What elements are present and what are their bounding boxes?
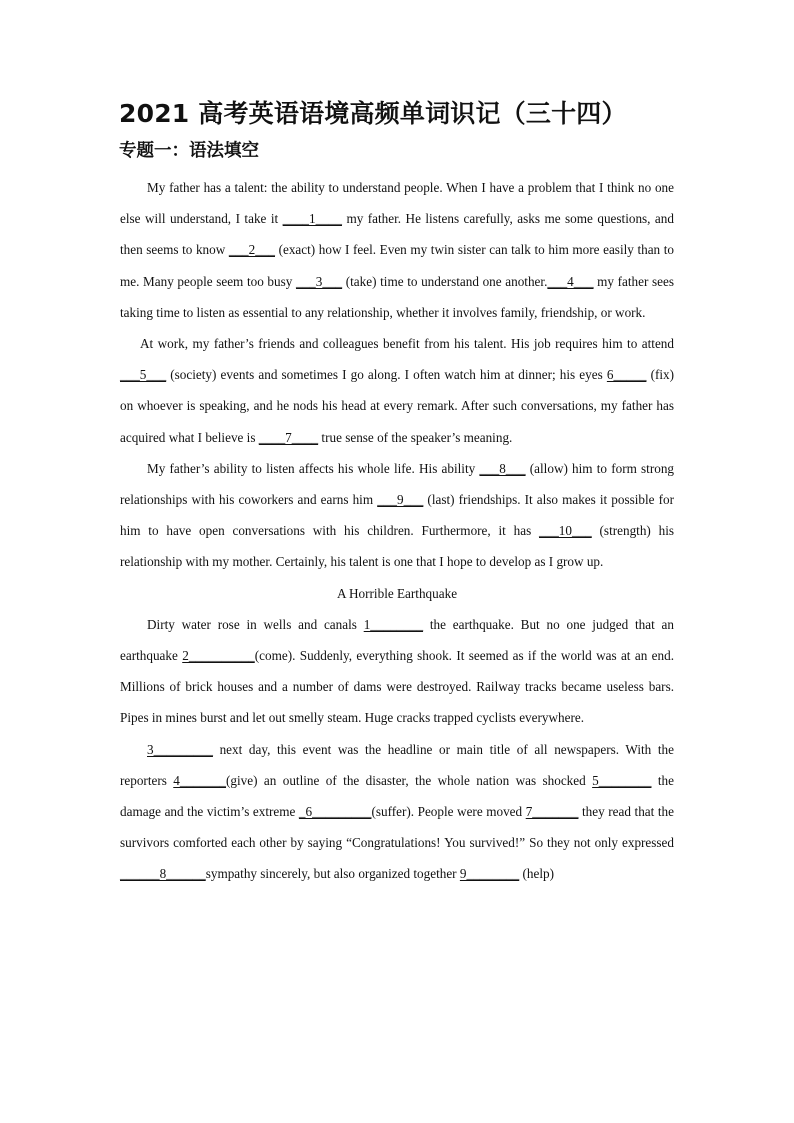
text-segment: My father’s ability to listen affects his whole life. His ability xyxy=(147,460,480,476)
text-segment: (strength) his relationship with my mother. Certainly, his talent is one that I hope to develop as I grow up. xyxy=(120,523,674,570)
text-segment: (help) xyxy=(519,866,555,882)
text-segment: (fix) on whoever is speaking, and he nods his head at every remark. After such conversations, my father has acquired what I believe is xyxy=(120,367,674,445)
text-segment: true sense of the speaker’s meaning. xyxy=(318,429,513,445)
text-segment: (come). Suddenly, everything shook. It seemed as if the world was at an end. Millions of brick houses and a number of dams were destroyed. Railway tracks became useless bars. Pipes in mines burst and let out smelly steam. Huge cracks trapped cyclists everywhere. xyxy=(120,648,674,726)
text-segment: (give) an outline of the disaster, the whole nation was shocked xyxy=(226,772,593,788)
blank-4: ___4___ xyxy=(547,273,594,289)
blank-p2-9: 9________ xyxy=(459,866,520,882)
text-segment: At work, my father’s friends and colleagues benefit from his talent. His job requires him to attend xyxy=(140,336,674,352)
text-segment: sympathy sincerely, but also organized together xyxy=(205,866,460,882)
passage2-paragraph-2 xyxy=(120,734,674,890)
text-segment: (last) friendships. It also makes it possible for him to have open conversations with his children. Furthermore, it has xyxy=(120,492,674,539)
page-title: 2021 高考英语语境高频单词识记（三十四） xyxy=(119,99,627,128)
passage1-paragraph-1 xyxy=(120,172,674,328)
section-heading: 专题一：语法填空 xyxy=(119,141,259,161)
text-segment: (allow) him to form strong relationships with his coworkers and earns him xyxy=(120,460,675,508)
blank-8: ___8___ xyxy=(479,460,526,476)
text-segment: the earthquake. But no one judged that an earthquake xyxy=(120,616,674,664)
passage2-paragraph-1 xyxy=(120,609,674,734)
text-segment: they read that the survivors comforted each other by saying “Congratulations! You survived!” So they not only expressed xyxy=(120,804,674,851)
passage1-paragraph-3 xyxy=(120,453,674,578)
text-segment: (take) time to understand one another. xyxy=(342,273,548,289)
text-segment: next day, this event was the headline or main title of all newspapers. With the reporters xyxy=(120,741,674,788)
blank-p2-5: 5________ xyxy=(592,772,652,788)
text-segment: (exact) how I feel. Even my twin sister can talk to him more easily than to me. Many people seem too busy xyxy=(120,242,674,289)
passage2-heading: A Horrible Earthquake xyxy=(336,585,458,601)
text-segment: the damage and the victim’s extreme xyxy=(120,772,674,820)
text-segment: Dirty water rose in wells and canals xyxy=(147,616,364,632)
blank-p2-2: 2__________ xyxy=(182,648,255,664)
blank-p2-4: 4_______ xyxy=(173,772,227,788)
text-segment: my father sees taking time to listen as essential to any relationship, whether it involves family, friendship, or work. xyxy=(120,273,674,320)
blank-2: ___2___ xyxy=(228,242,275,258)
blank-5: ___5___ xyxy=(120,367,167,383)
blank-9: ___9___ xyxy=(377,492,424,508)
blank-p2-7: 7_______ xyxy=(525,804,579,820)
passage1-paragraph-2 xyxy=(120,328,674,453)
blank-3: ___3___ xyxy=(295,273,343,289)
blank-10: ___10___ xyxy=(539,523,592,539)
text-segment: My father has a talent: the ability to understand people. When I have a problem that I think no one else will understand, I take it xyxy=(120,180,674,227)
blank-p2-1: 1________ xyxy=(363,616,424,632)
blank-p2-3: 3_________ xyxy=(147,741,213,757)
blank-1: ____1____ xyxy=(282,211,342,227)
blank-6: 6_____ xyxy=(606,367,647,383)
blank-p2-6: _6_________ xyxy=(298,804,372,820)
text-segment: (society) events and sometimes I go along. I often watch him at dinner; his eyes xyxy=(166,367,607,383)
blank-p2-8: ______8______ xyxy=(120,866,206,882)
text-segment: (suffer). People were moved xyxy=(371,804,526,820)
text-segment: my father. He listens carefully, asks me some questions, and then seems to know xyxy=(120,211,674,258)
blank-7: ____7____ xyxy=(258,429,319,445)
